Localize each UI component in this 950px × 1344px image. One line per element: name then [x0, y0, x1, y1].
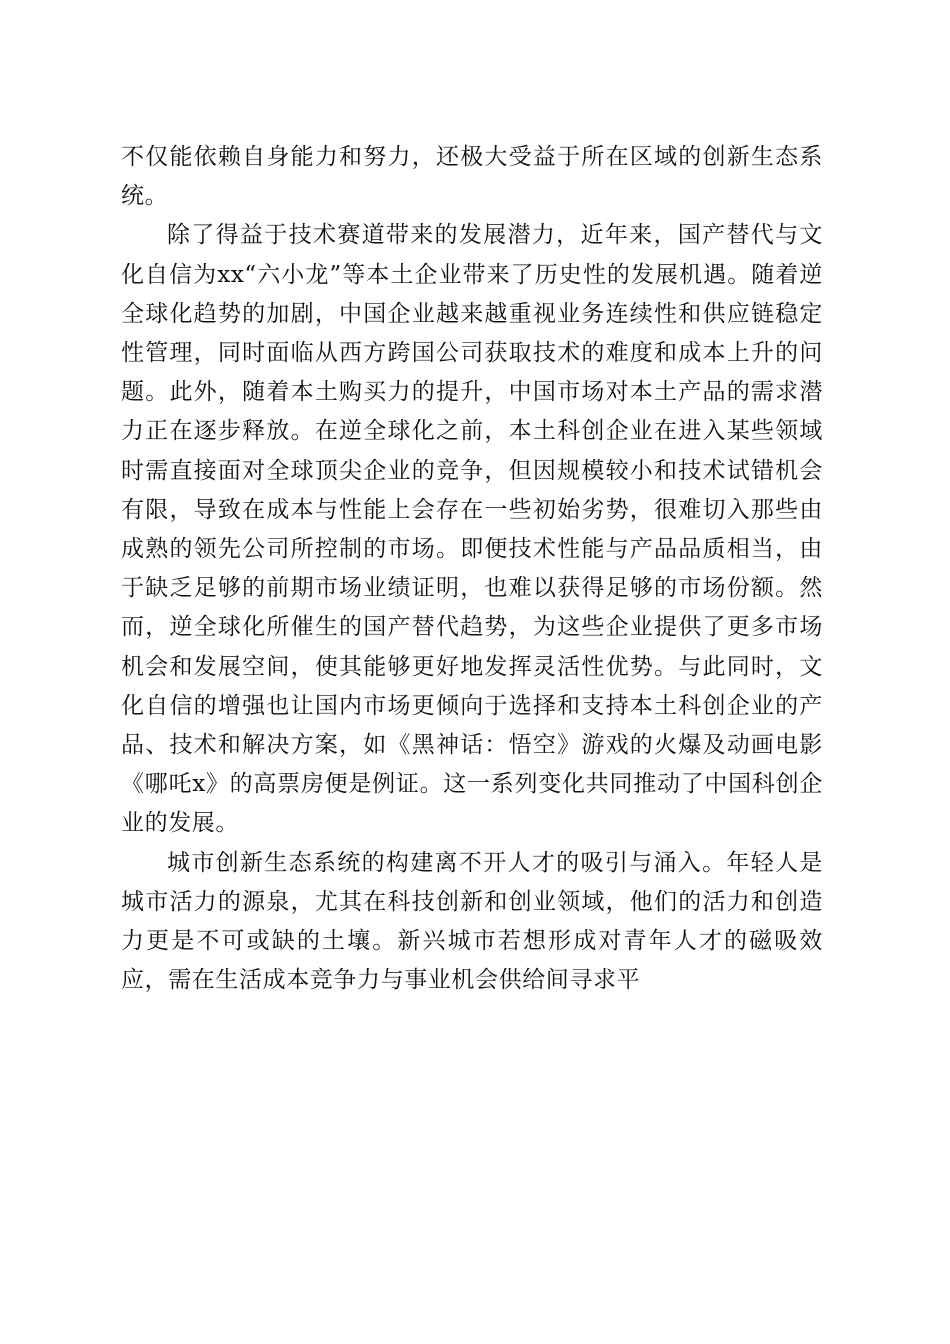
document-body — [121, 138, 823, 1000]
paragraph-3: 城市创新生态系统的构建离不开人才的吸引与涌入。年轻人是城市活力的源泉，尤其在科技创新和创业领域，他们的活力和创造力更是不可或缺的土壤。新兴城市若想形成对青年人才的磁吸效应，需在生活成本竞争力与事业机会供给间寻求平 — [121, 849, 823, 994]
paragraph-2: 除了得益于技术赛道带来的发展潜力，近年来，国产替代与文化自信为xx“六小龙”等本土企业带来了历史性的发展机遇。随着逆全球化趋势的加剧，中国企业越来越重视业务连续性和供应链稳定性管理，同时面临从西方跨国公司获取技术的难度和成本上升的问题。此外，随着本土购买力的提升，中国市场对本土产品的需求潜力正在逐步释放。在逆全球化之前，本土科创企业在进入某些领域时需直接面对全球顶尖企业的竞争，但因规模较小和技术试错机会有限，导致在成本与性能上会存在一些初始劣势，很难切入那些由成熟的领先公司所控制的市场。即便技术性能与产品品质相当，由于缺乏足够的前期市场业绩证明，也难以获得足够的市场份额。然而，逆全球化所催生的国产替代趋势，为这些企业提供了更多市场机会和发展空间，使其能够更好地发挥灵活性优势。与此同时，文化自信的增强也让国内市场更倾向于选择和支持本土科创企业的产品、技术和解决方案，如《黑神话：悟空》游戏的火爆及动画电影《哪吒x》的高票房便是例证。这一系列变化共同推动了中国科创企业的发展。 — [121, 222, 823, 837]
paragraph-1: 不仅能依赖自身能力和努力，还极大受益于所在区域的创新生态系统。 — [121, 144, 823, 210]
